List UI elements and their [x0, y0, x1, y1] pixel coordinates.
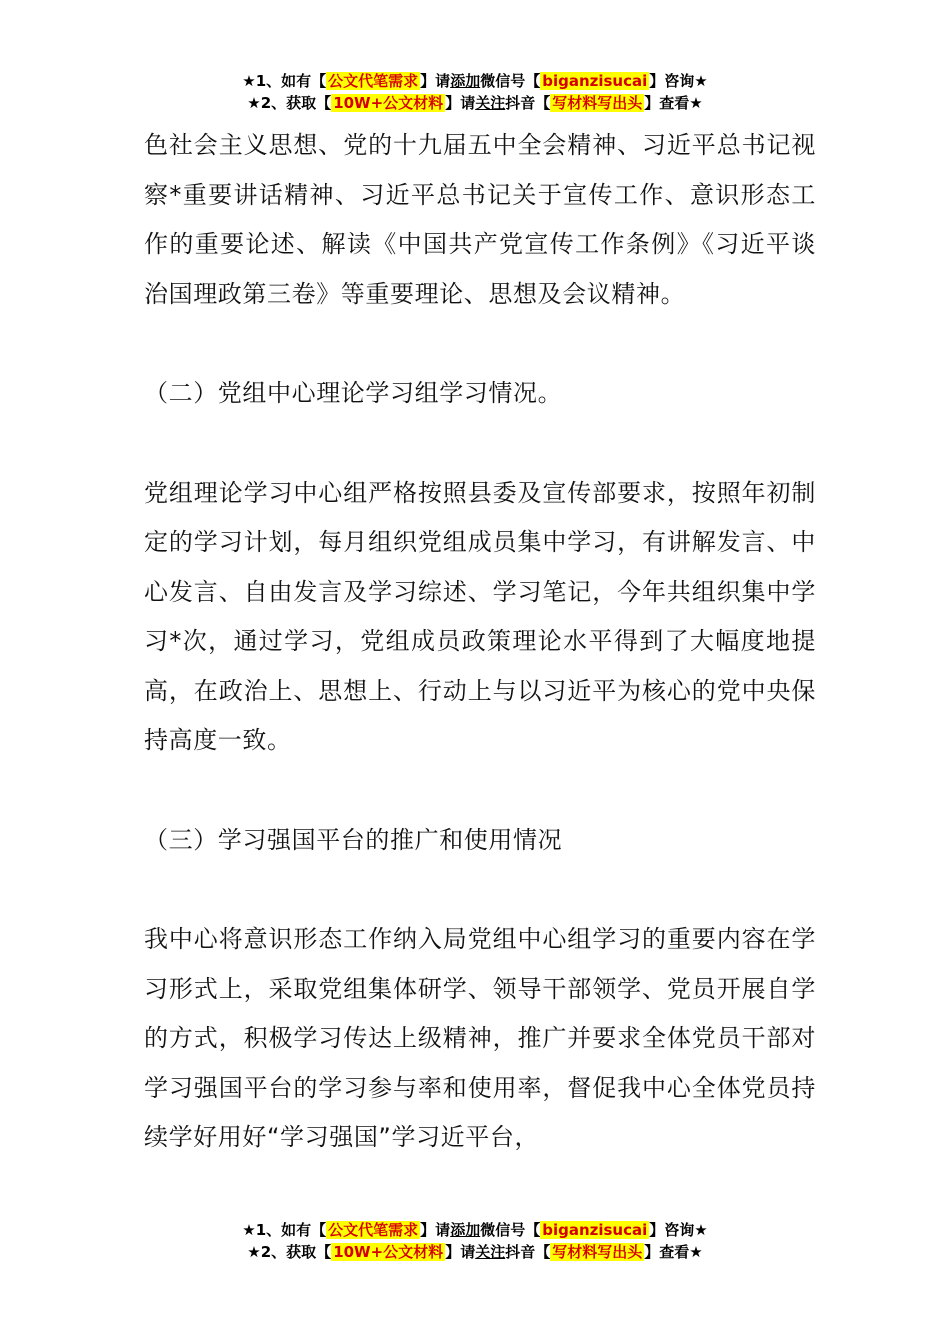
- banner-line-2: ★2、获取【 10W+公文材料 】请关注抖音【 写材料写出头 】查看★: [247, 94, 703, 112]
- banner-highlight: 10W+公文材料: [333, 94, 444, 112]
- banner-highlight: 10W+公文材料: [333, 1243, 444, 1261]
- banner-highlight: 公文代笔需求: [328, 1221, 419, 1239]
- banner-wechat-id: biganzisucai: [542, 1221, 648, 1239]
- banner-line-2: ★2、获取【 10W+公文材料 】请关注抖音【 写材料写出头 】查看★: [247, 1243, 703, 1261]
- paragraph-platform: 我中心将意识形态工作纳入局党组中心组学习的重要内容在学习形式上，采取党组集体研学、领导干部领学、党员开展自学的方式，积极学习传达上级精神，推广并要求全体党员干部对学习强国平台的学习参与率和使用率，督促我中心全体党员持续学好用好“学习强国”学习近平台，: [144, 925, 816, 1151]
- document-body: [144, 121, 816, 1163]
- paragraph-continuation: 色社会主义思想、党的十九届五中全会精神、习近平总书记视察*重要讲话精神、习近平总书记关于宣传工作、意识形态工作的重要论述、解读《中国共产党宣传工作条例》《习近平谈治国理政第三卷》等重要理论、思想及会议精神。: [144, 131, 816, 308]
- paragraph-study-group: 党组理论学习中心组严格按照县委及宣传部要求，按照年初制定的学习计划，每月组织党组成员集中学习，有讲解发言、中心发言、自由发言及学习综述、学习笔记，今年共组织集中学习*次，通过学习，党组成员政策理论水平得到了大幅度地提高，在政治上、思想上、行动上与以习近平为核心的党中央保持高度一致。: [144, 478, 816, 754]
- banner-highlight: 公文代笔需求: [328, 72, 419, 90]
- banner-wechat-id: biganzisucai: [542, 72, 648, 90]
- banner-line-1: ★1、如有【 公文代笔需求 】请添加微信号【 biganzisucai 】咨询★: [242, 1221, 708, 1239]
- banner-douyin-name: 写材料写出头: [552, 94, 643, 112]
- footer-banner: [0, 1219, 950, 1263]
- banner-line-1: ★1、如有【 公文代笔需求 】请添加微信号【 biganzisucai 】咨询★: [242, 72, 708, 90]
- banner-douyin-name: 写材料写出头: [552, 1243, 643, 1261]
- section-heading-2: （二）党组中心理论学习组学习情况。: [144, 379, 563, 407]
- section-heading-3: （三）学习强国平台的推广和使用情况: [144, 825, 563, 854]
- header-banner: [0, 70, 950, 114]
